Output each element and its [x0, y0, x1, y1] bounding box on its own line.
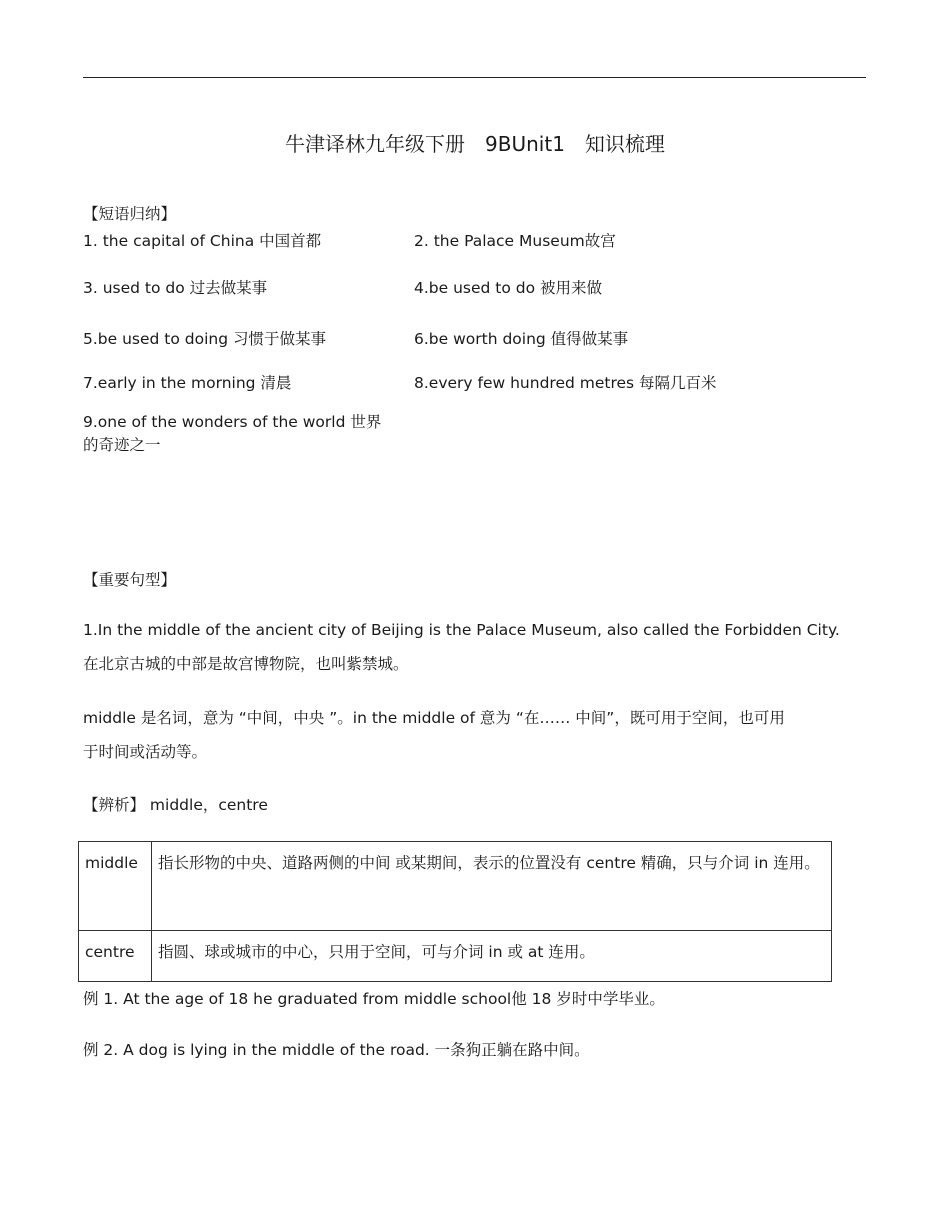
phrases-heading: 【短语归纳】 [83, 205, 177, 223]
comparison-table [78, 841, 832, 982]
page-title: 牛津译林九年级下册 9BUnit1 知识梳理 [285, 132, 665, 156]
usage-note-line-1: middle 是名词，意为 “中间，中央 ”。in the middle of 意为 “在…… 中间”，既可用于空间，也可用 [83, 709, 785, 727]
comparison-heading: 【辨析】 middle，centre [83, 796, 268, 814]
phrase-item: 8.every few hundred metres 每隔几百米 [414, 374, 717, 392]
sentences-heading: 【重要句型】 [83, 571, 177, 589]
table-row [79, 842, 832, 931]
phrase-item: 1. the capital of China 中国首都 [83, 232, 322, 250]
example-sentence-1: 例 1. At the age of 18 he graduated from middle school他 18 岁时中学毕业。 [83, 990, 665, 1008]
sentence-english: 1.In the middle of the ancient city of Beijing is the Palace Museum, also called the Forbidden City. [83, 621, 840, 639]
table-desc-cell: 指圆、球或城市的中心，只用于空间，可与介词 in 或 at 连用。 [152, 931, 832, 982]
sentence-chinese: 在北京古城的中部是故宫博物院，也叫紫禁城。 [83, 655, 409, 673]
table-term-cell: centre [79, 931, 152, 982]
header-rule [83, 77, 866, 78]
table-row [79, 931, 832, 982]
usage-note-line-2: 于时间或活动等。 [83, 743, 208, 761]
table-desc-cell: 指长形物的中央、道路两侧的中间 或某期间，表示的位置没有 centre 精确，只与介词 in 连用。 [152, 842, 832, 931]
table-term-cell: middle [79, 842, 152, 931]
phrase-item: 3. used to do 过去做某事 [83, 279, 268, 297]
phrase-item: 9.one of the wonders of the world 世界 [83, 413, 382, 431]
phrase-item: 6.be worth doing 值得做某事 [414, 330, 629, 348]
phrase-item: 4.be used to do 被用来做 [414, 279, 603, 297]
phrase-item: 7.early in the morning 清晨 [83, 374, 292, 392]
phrase-item-continued: 的奇迹之一 [83, 436, 161, 454]
phrase-item: 5.be used to doing 习惯于做某事 [83, 330, 326, 348]
phrase-item: 2. the Palace Museum故宫 [414, 232, 616, 250]
example-sentence-2: 例 2. A dog is lying in the middle of the road. 一条狗正躺在路中间。 [83, 1041, 590, 1059]
